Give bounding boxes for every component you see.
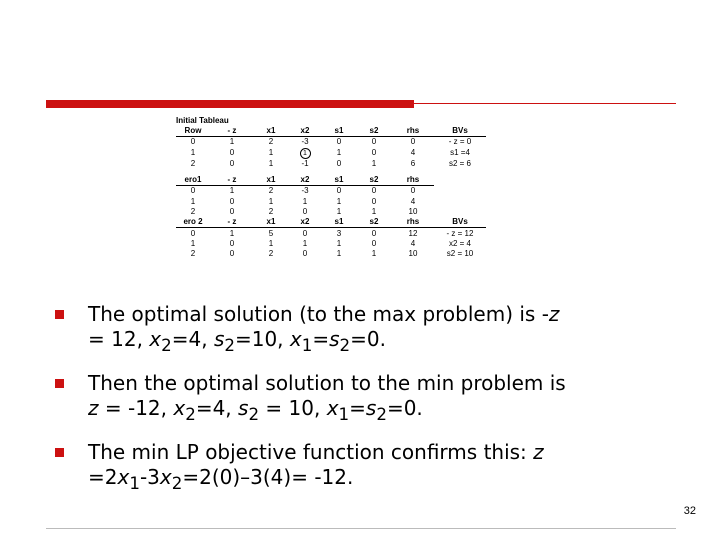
table-cell: 4 — [410, 238, 416, 248]
bullet-item — [52, 440, 682, 496]
table-row — [176, 186, 486, 197]
var-s: s — [365, 396, 377, 420]
table-cell: BVs — [434, 126, 486, 137]
table-cell: -3 — [301, 186, 309, 196]
table-cell: 0 — [371, 228, 377, 238]
var-s: s — [238, 396, 249, 420]
table-cell: Row — [176, 126, 210, 137]
table-cell: 0 — [190, 137, 196, 147]
table-cell: 2 — [190, 249, 196, 259]
text-run: = — [349, 396, 366, 420]
table-row — [176, 239, 486, 249]
text-run: The optimal solution (to the max problem) is - — [88, 302, 549, 326]
table-cell: 4 — [410, 148, 416, 158]
table-cell: x2 = 4 — [448, 238, 471, 248]
table-cell: 0 — [410, 137, 416, 147]
table-cell: - z = 0 — [448, 137, 472, 147]
table-cell: 0 — [371, 196, 377, 206]
table-cell: - z = 12 — [446, 228, 474, 238]
text-run: =4, — [195, 396, 239, 420]
var-x: x — [159, 465, 172, 489]
bullet-text — [88, 440, 678, 496]
table-row — [176, 196, 486, 206]
text-run: = 10, — [259, 396, 327, 420]
table-cell: 4 — [410, 196, 416, 206]
table-cell: s2 — [356, 217, 392, 228]
text-run: -3 — [139, 465, 160, 489]
subscript: 2 — [185, 405, 196, 424]
text-run: The min LP objective function confirms this: — [88, 440, 534, 464]
table-row — [176, 126, 486, 137]
table-cell: - z — [210, 217, 254, 228]
table-cell: 0 — [336, 137, 342, 147]
text-run: = — [312, 327, 330, 351]
table-cell: 1 — [229, 228, 235, 238]
text-run: =0. — [350, 327, 386, 351]
table-cell: 0 — [229, 249, 235, 259]
table-cell: 1 — [268, 158, 274, 168]
table-cell: - z — [210, 126, 254, 137]
table-cell: s1 — [322, 126, 356, 137]
table-row — [176, 159, 486, 169]
table-cell: 2 — [268, 249, 274, 259]
table-row — [176, 228, 486, 239]
table-cell: 1 — [268, 196, 274, 206]
table-cell: 0 — [302, 206, 308, 216]
table-cell: 0 — [371, 238, 377, 248]
bullet-text — [88, 371, 678, 427]
table-row — [176, 207, 486, 217]
text-run: = -12, — [98, 396, 174, 420]
table-cell: 1 — [268, 238, 274, 248]
table-cell: 0 — [336, 158, 342, 168]
table-cell — [434, 186, 486, 197]
table-cell: ero 2 — [176, 217, 210, 228]
text-run: = 12, — [88, 327, 150, 351]
table-cell: 1 — [190, 238, 196, 248]
table-cell: x1 — [254, 175, 288, 186]
table-cell: 1 — [229, 186, 235, 196]
var-s: s — [213, 327, 225, 351]
bullet-item — [52, 371, 682, 427]
bullet-text — [88, 302, 678, 358]
table-cell: 1 — [268, 148, 274, 158]
table-cell: x2 — [288, 217, 322, 228]
table-cell: 0 — [410, 186, 416, 196]
var-z: z — [88, 396, 99, 420]
table-cell — [434, 175, 486, 186]
var-x: x — [149, 327, 162, 351]
table-cell: -3 — [301, 137, 309, 147]
pivot-cell — [288, 148, 322, 159]
table-cell: - z — [210, 175, 254, 186]
table-row — [176, 137, 486, 148]
var-z: z — [533, 440, 544, 464]
table-cell: 2 — [268, 186, 274, 196]
table-cell: 1 — [336, 206, 342, 216]
header-rule — [414, 103, 676, 104]
text-run: =0. — [386, 396, 423, 420]
table-row — [176, 148, 486, 159]
text-run: =2(0)–3(4)= -12. — [182, 465, 354, 489]
table-cell: 3 — [336, 228, 342, 238]
table-cell: 0 — [371, 186, 377, 196]
subscript: 1 — [301, 336, 313, 355]
table-cell: rhs — [392, 126, 434, 137]
table-row — [176, 217, 486, 228]
table-cell: 1 — [302, 196, 308, 206]
table-cell: s1 — [322, 175, 356, 186]
table-cell: rhs — [392, 175, 434, 186]
table-cell: s2 = 6 — [448, 158, 471, 168]
table-row — [176, 175, 486, 186]
var-x: x — [173, 396, 186, 420]
table-cell: ero1 — [176, 175, 210, 186]
table-cell: s1 =4 — [450, 148, 470, 158]
table-cell: 1 — [371, 249, 377, 259]
square-bullet-icon — [55, 310, 64, 319]
subscript: 2 — [248, 405, 260, 424]
bullet-list — [52, 302, 682, 509]
table-cell: s1 — [322, 217, 356, 228]
table-cell: x1 — [254, 126, 288, 137]
var-x: x — [326, 396, 339, 420]
subscript: 1 — [129, 474, 140, 493]
table-cell: s2 — [356, 175, 392, 186]
table-cell: 1 — [190, 148, 196, 158]
square-bullet-icon — [55, 379, 64, 388]
var-x: x — [289, 327, 302, 351]
table-cell: s2 = 10 — [446, 249, 474, 259]
table-cell: x1 — [254, 217, 288, 228]
text-run: =4, — [171, 327, 214, 351]
table-cell: 1 — [302, 238, 308, 248]
subscript: 2 — [224, 336, 235, 355]
subscript: 1 — [338, 405, 350, 424]
table-cell: 0 — [190, 186, 196, 196]
table-cell: 0 — [336, 186, 342, 196]
table-cell: 1 — [229, 137, 235, 147]
table-cell: 1 — [336, 249, 342, 259]
text-run: Then the optimal solution to the min problem is — [88, 371, 566, 395]
table-cell: 0 — [302, 249, 308, 259]
table-cell: 12 — [408, 228, 418, 238]
text-run: =10, — [234, 327, 290, 351]
table-cell: 0 — [229, 238, 235, 248]
text-run: =2 — [88, 465, 118, 489]
table-cell: 2 — [268, 137, 274, 147]
table-cell: 6 — [410, 158, 416, 168]
table-cell: 0 — [302, 228, 308, 238]
table-cell: 5 — [268, 228, 274, 238]
table-cell: 1 — [371, 206, 377, 216]
table-cell — [434, 207, 486, 217]
subscript: 2 — [161, 336, 172, 355]
table-cell: -1 — [301, 158, 309, 168]
tableau-table — [176, 126, 486, 259]
square-bullet-icon — [55, 448, 64, 457]
bullet-item — [52, 302, 682, 358]
table-cell: 1 — [371, 158, 377, 168]
table-row — [176, 249, 486, 259]
table-cell: x2 — [288, 175, 322, 186]
table-cell: 1 — [336, 196, 342, 206]
table-cell: 2 — [268, 206, 274, 216]
table-cell: 0 — [229, 148, 235, 158]
table-cell: BVs — [434, 217, 486, 228]
table-cell: s2 — [356, 126, 392, 137]
footer-rule — [46, 528, 676, 529]
table-cell: 0 — [190, 228, 196, 238]
table-cell: 1 — [336, 148, 342, 158]
table-cell: 10 — [408, 206, 418, 216]
table-cell: 2 — [190, 206, 196, 216]
table-cell: 0 — [371, 137, 377, 147]
var-z: z — [548, 302, 560, 326]
page-number: 32 — [683, 505, 696, 517]
table-cell: 0 — [371, 148, 377, 158]
var-s: s — [329, 327, 340, 351]
table-cell: 2 — [190, 158, 196, 168]
var-x: x — [117, 465, 130, 489]
table-cell: 10 — [408, 249, 418, 259]
table-cell: 0 — [229, 206, 235, 216]
table-cell: 0 — [229, 158, 235, 168]
pivot-circle: 1 — [300, 148, 311, 159]
header-accent-bar — [46, 100, 414, 108]
tableau-title: Initial Tableau — [176, 116, 229, 125]
simplex-tableau — [176, 116, 506, 259]
table-cell: 0 — [229, 196, 235, 206]
table-cell: 1 — [190, 196, 196, 206]
table-cell: rhs — [392, 217, 434, 228]
subscript: 2 — [171, 474, 183, 493]
subscript: 2 — [339, 336, 351, 355]
table-cell — [434, 196, 486, 206]
subscript: 2 — [376, 405, 387, 424]
table-cell: 1 — [336, 238, 342, 248]
table-cell: x2 — [288, 126, 322, 137]
